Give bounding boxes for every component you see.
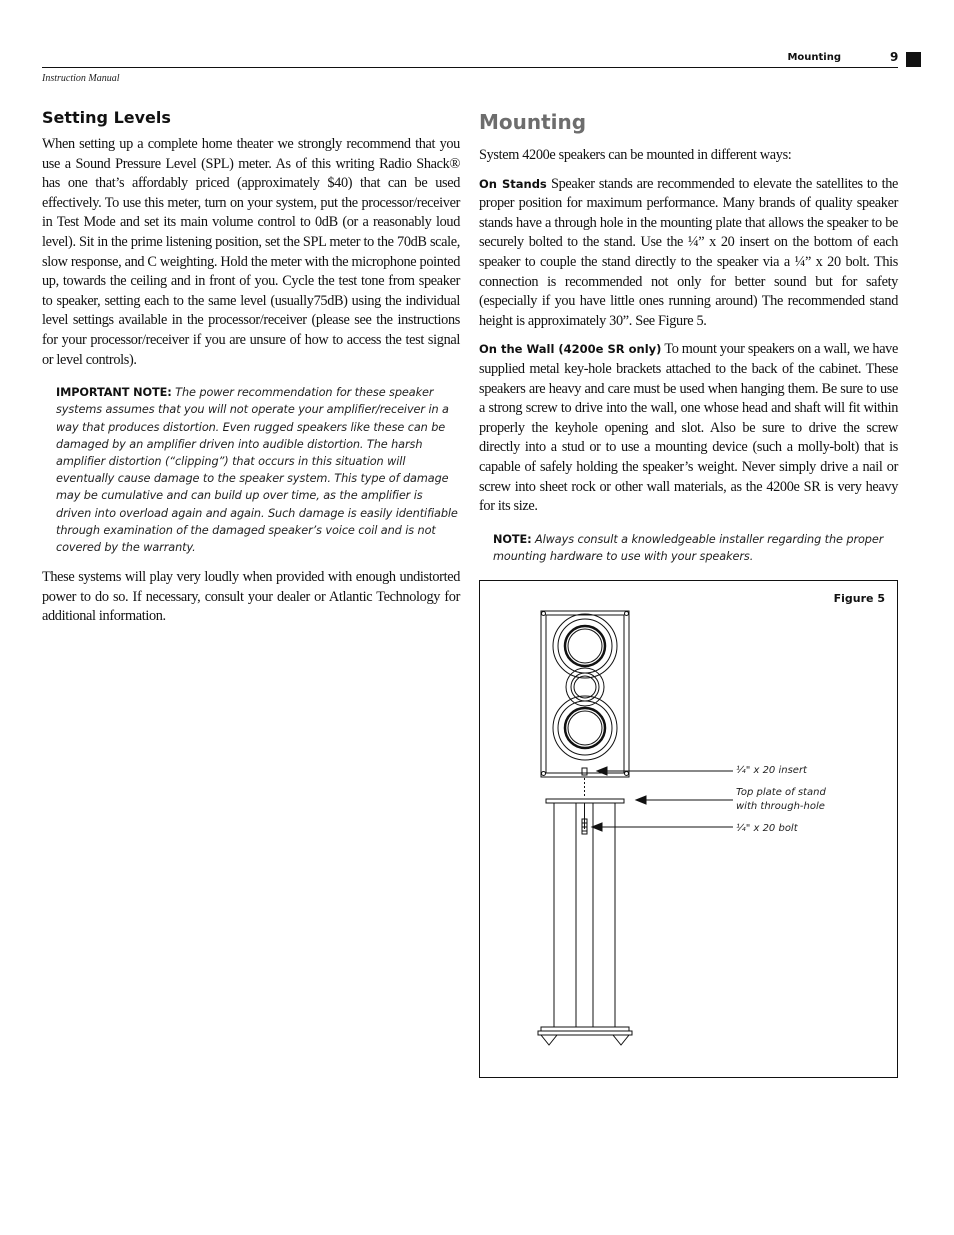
callout-insert: ¼" x 20 insert	[736, 765, 807, 776]
setting-levels-heading: Setting Levels	[42, 108, 171, 127]
on-stands-text: Speaker stands are recommended to elevate the satellites to the proper position for maximum performance. Many brands of quality speaker stands have a through hole in the mounting plate that allows the speaker to be securely bolted to the stand. Use the ¼” x 20 insert on the bottom of each speaker to couple the stand directly to the speaker via a ¼” x 20 bolt. This connection is recommended not only for better sound but for safety (especially if you have little ones running around) The recommended stand height is approximately 30”. See Figure 5.	[479, 175, 898, 329]
stand-top-plate	[546, 799, 624, 803]
on-wall-paragraph	[479, 340, 898, 516]
setting-levels-paragraph: When setting up a complete home theater we strongly recommend that you use a Sound Pressure Level (SPL) meter. As of this writing Radio Shack® has one that’s affordably priced (approximately $40) that can be used effectively. To use this meter, turn on your system, put the processor/receiver in Test Mode and set its main volume control to 0dB (or a reasonably loud level). Sit in the prime listening position, set the SPL meter to the 70dB scale, slow response, and C weighting. Hold the meter with the microphone pointed up, towards the ceiling and in front of you. Cycle the test tone from speaker to speaker, setting each to the same level (usually75dB) using the individual level settings available in the processor/receiver (please see the instructions for your processor/receiver if you are unsure of how to access the test signal or level controls).	[42, 136, 460, 368]
figure-label: Figure 5	[833, 592, 885, 605]
callout-plate	[736, 786, 826, 814]
loudness-paragraph: These systems will play very loudly when provided with enough undistorted power to do so. If necessary, consult your dealer or Atlantic Technology for additional information.	[42, 569, 460, 625]
figure-5	[479, 580, 898, 1078]
on-stands-label: On Stands	[479, 176, 547, 191]
header-tab-marker	[906, 52, 921, 67]
stand-bolt	[582, 803, 587, 834]
on-wall-text: To mount your speakers on a wall, we have supplied metal key-hole brackets attached to the back of the cabinet. These speakers are heavy and care must be used when hanging them. Be sure to use a strong screw to drive into the wall, one whose head and shaft will fit within properly the keyhole opening and slot. Also be sure to drive the screw directly into a stud or to use a mounting device (such a molly-bolt) that is capable of safely holding the speaker’s weight. Never simply drive a nail or screw into sheet rock or other wall materials, as the 4200e SR is very heavy for its size.	[479, 341, 898, 515]
mounting-intro: System 4200e speakers can be mounted in different ways:	[479, 147, 792, 163]
important-note-text: The power recommendation for these speaker systems assumes that you will not operate your amplifier/receiver in a way that produces distortion. Even rugged speakers like these can be damaged by an amplifier driven into audible distortion. The harsh amplifier distortion (“clipping”) that occurs in this situation will eventually cause damage to the speaker system. This type of damage may be cumulative and can build up over time, as the amplifier is driven into overload again and again. Such damage is easily identifiable through examination of the damaged speaker’s voice coil and is not covered by the warranty.	[56, 386, 458, 554]
callout-plate-line2: with through-hole	[736, 801, 825, 812]
left-column	[42, 108, 460, 636]
mounting-heading: Mounting	[479, 110, 587, 134]
tweeter	[566, 668, 604, 706]
installer-note	[493, 531, 898, 565]
right-column	[479, 108, 898, 577]
running-header-section: Mounting	[787, 52, 841, 63]
important-note-label: IMPORTANT NOTE:	[56, 386, 172, 400]
speaker-stand-diagram	[480, 581, 897, 1077]
stand-posts	[554, 803, 615, 1027]
callout-plate-line1: Top plate of stand	[736, 787, 826, 798]
page-number: 9	[890, 50, 899, 64]
callout-bolt: ¼" x 20 bolt	[736, 823, 798, 834]
on-stands-paragraph	[479, 175, 898, 332]
header-rule	[42, 67, 898, 68]
manual-label: Instruction Manual	[42, 73, 120, 84]
floor-spikes	[541, 1035, 629, 1045]
installer-note-text: Always consult a knowledgeable installer regarding the proper mounting hardware to use with your speakers.	[493, 532, 884, 563]
important-note	[56, 384, 460, 556]
threaded-insert	[582, 768, 587, 775]
installer-note-label: NOTE:	[493, 532, 532, 546]
on-wall-label: On the Wall (4200e SR only)	[479, 342, 662, 357]
stand-base	[538, 1027, 632, 1035]
